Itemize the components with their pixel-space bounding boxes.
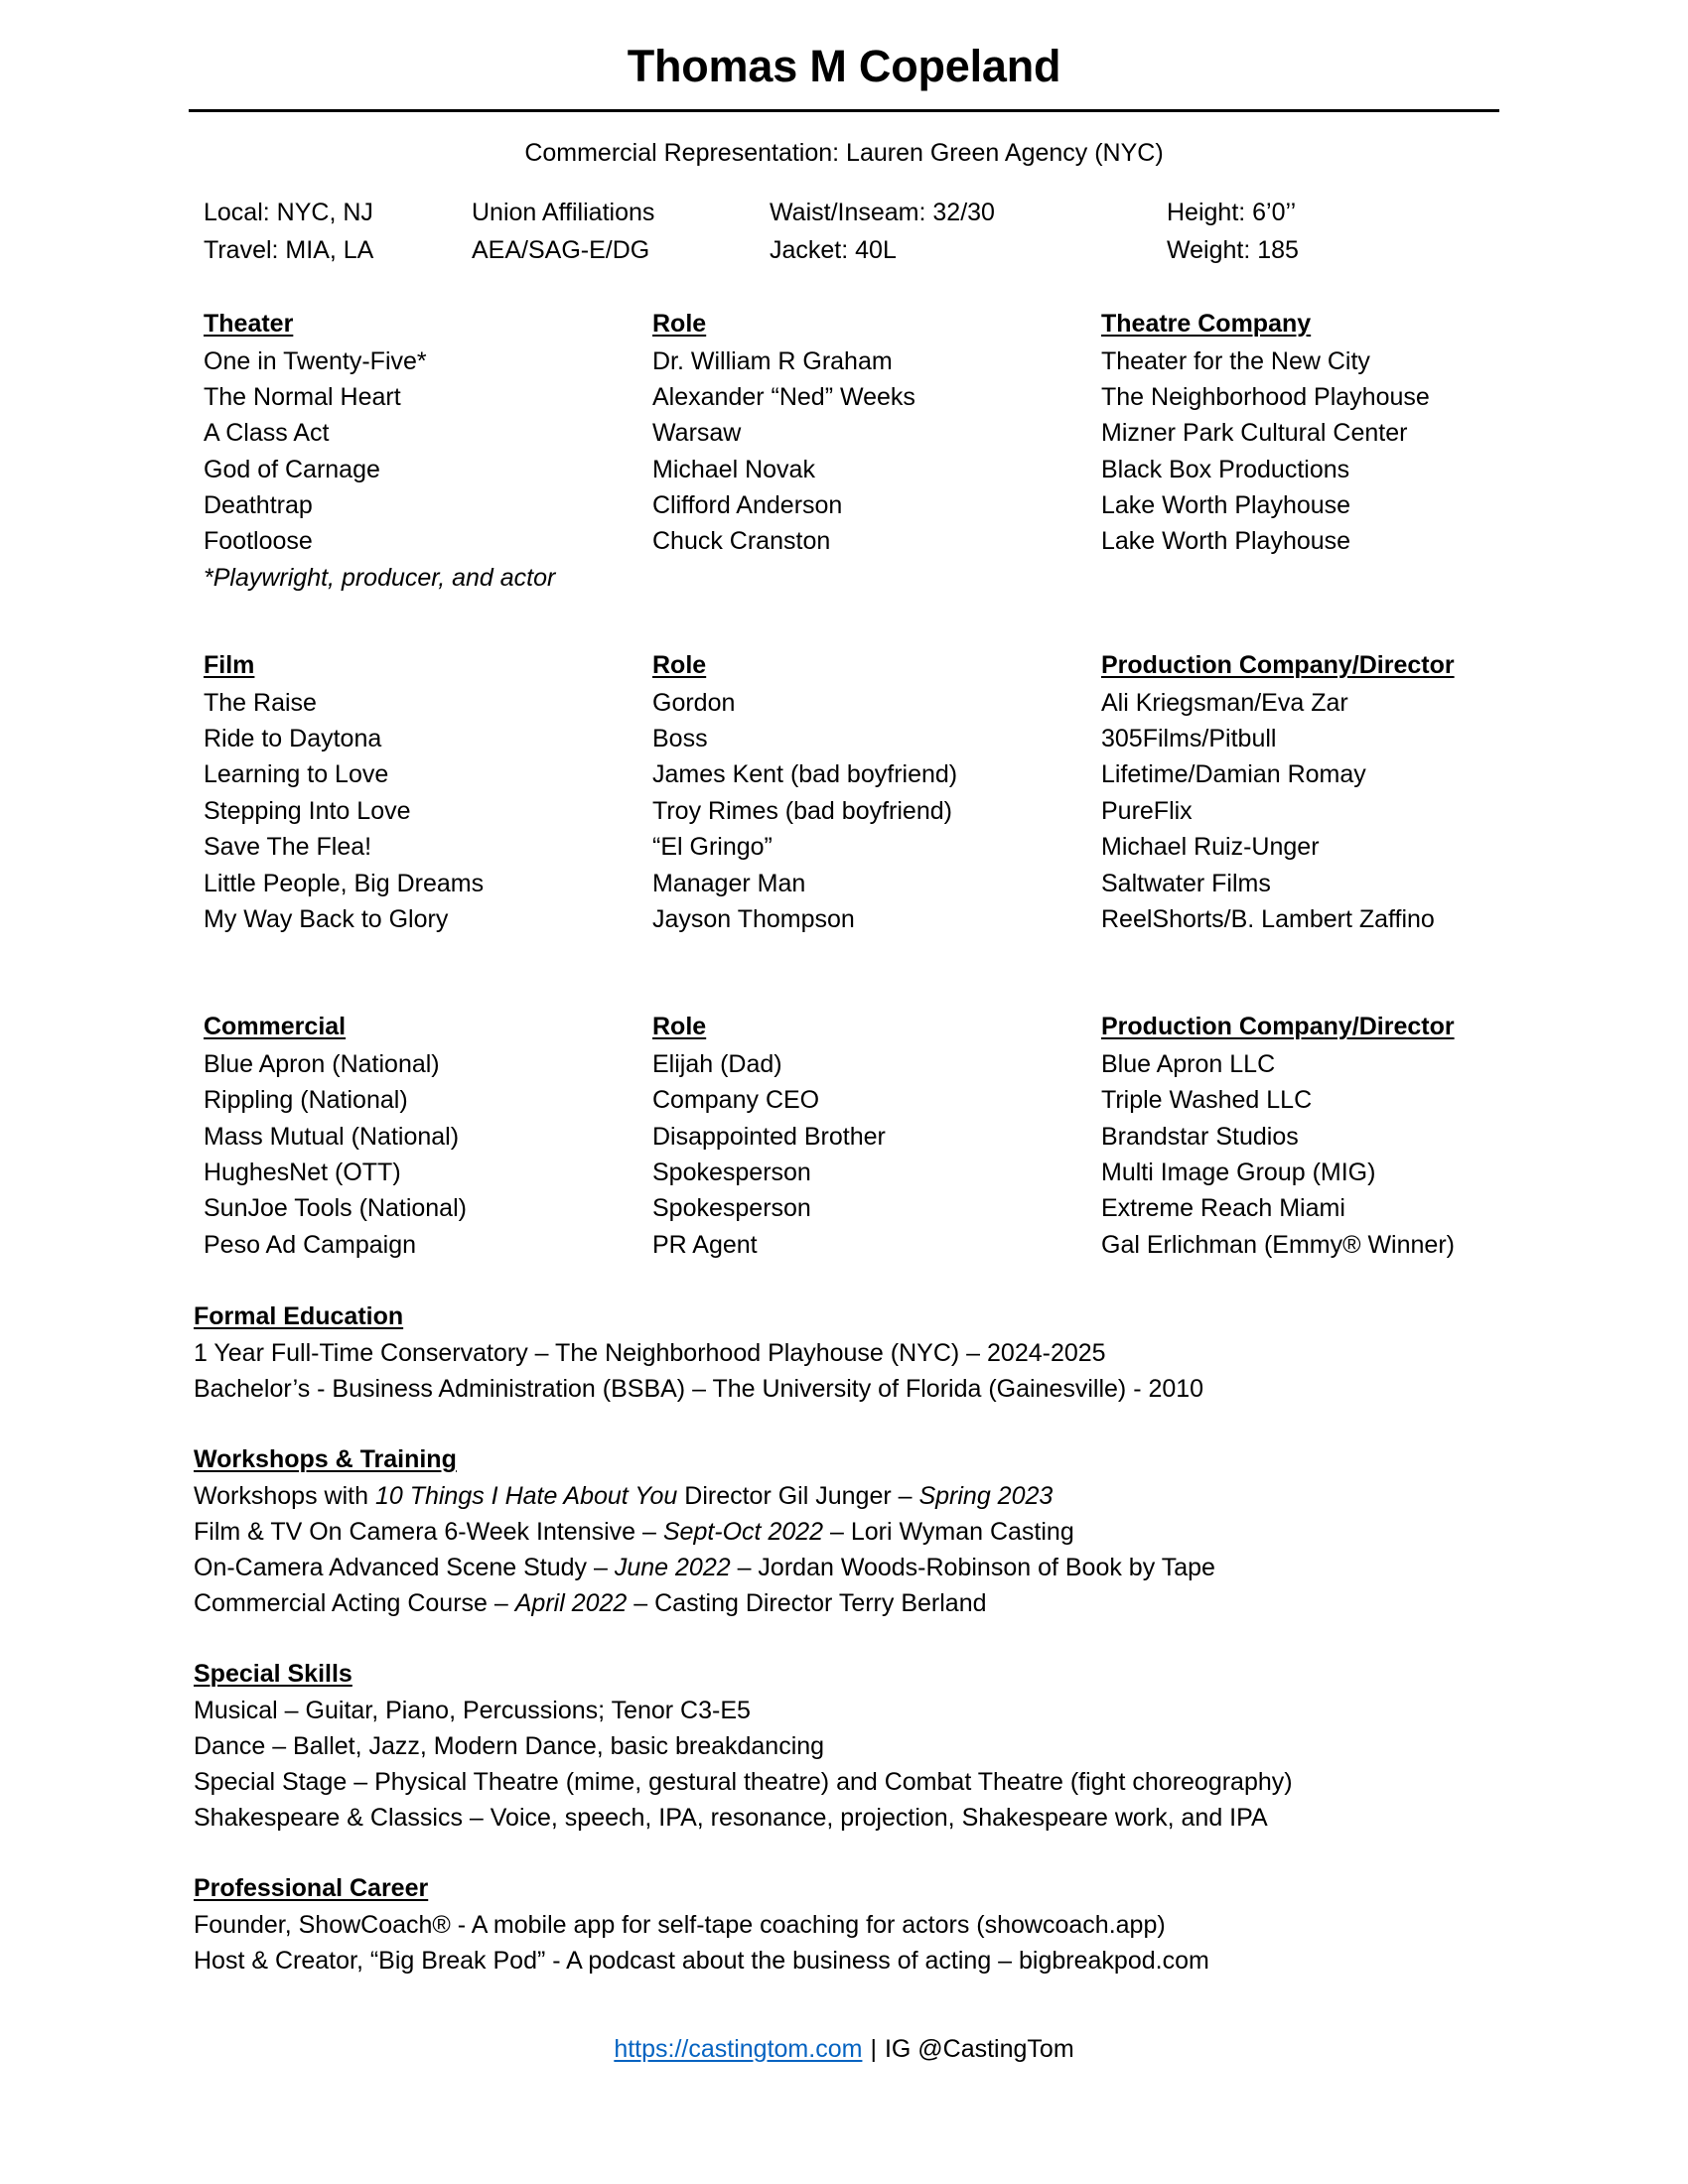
stat-weight: Weight: 185 bbox=[1167, 235, 1299, 264]
credit-company: Michael Ruiz-Unger bbox=[1101, 833, 1320, 862]
education-section bbox=[194, 1302, 1539, 1408]
credit-title: Learning to Love bbox=[204, 760, 389, 789]
table-row bbox=[204, 901, 1539, 937]
table-row bbox=[204, 1227, 1539, 1263]
credit-role: Dr. William R Graham bbox=[652, 346, 893, 375]
theater-header-row bbox=[204, 306, 1539, 343]
skills-section bbox=[194, 1660, 1539, 1837]
workshop-date: June 2022 bbox=[614, 1554, 731, 1581]
workshop-line bbox=[194, 1478, 1539, 1514]
theater-col-header-company: Theatre Company bbox=[1101, 310, 1312, 338]
credit-title: SunJoe Tools (National) bbox=[204, 1194, 467, 1223]
table-row bbox=[204, 721, 1539, 756]
stat-local: Local: NYC, NJ bbox=[204, 198, 373, 226]
section-spacer bbox=[204, 596, 1539, 647]
education-line: Bachelor’s - Business Administration (BSBA) – The University of Florida (Gainesville) - 2010 bbox=[194, 1375, 1204, 1404]
credit-title: My Way Back to Glory bbox=[204, 904, 449, 933]
stat-union-value: AEA/SAG-E/DG bbox=[472, 235, 650, 264]
film-col-header-title: Film bbox=[204, 651, 255, 680]
credit-role: Spokesperson bbox=[652, 1158, 811, 1186]
table-row bbox=[204, 756, 1539, 792]
text-sections bbox=[0, 1302, 1688, 1979]
representation-line: Commercial Representation: Lauren Green Agency (NYC) bbox=[524, 138, 1164, 167]
workshop-text: – Casting Director Terry Berland bbox=[627, 1589, 987, 1618]
table-row bbox=[204, 685, 1539, 721]
credit-title: The Normal Heart bbox=[204, 382, 401, 411]
workshop-date: Sept-Oct 2022 bbox=[662, 1517, 824, 1546]
credit-company: 305Films/Pitbull bbox=[1101, 725, 1277, 752]
workshop-emphasis: 10 Things I Hate About You bbox=[374, 1481, 678, 1510]
credit-role: Disappointed Brother bbox=[652, 1122, 886, 1151]
stat-jacket: Jacket: 40L bbox=[770, 235, 897, 264]
credit-company: Blue Apron LLC bbox=[1101, 1049, 1276, 1078]
website-link[interactable]: https://castingtom.com bbox=[614, 2035, 863, 2063]
credit-role: Warsaw bbox=[652, 419, 742, 448]
page-title: Thomas M Copeland bbox=[627, 41, 1061, 91]
title-divider bbox=[189, 109, 1499, 112]
stat-height: Height: 6’0’’ bbox=[1167, 198, 1297, 226]
workshop-text: Director Gil Junger – bbox=[677, 1481, 919, 1510]
workshop-text: – Lori Wyman Casting bbox=[823, 1517, 1074, 1546]
stat-union-title: Union Affiliations bbox=[472, 198, 655, 226]
workshops-section bbox=[194, 1445, 1539, 1622]
workshop-text: On-Camera Advanced Scene Study – bbox=[194, 1554, 615, 1581]
footer bbox=[0, 2035, 1688, 2064]
workshop-text: Film & TV On Camera 6-Week Intensive – bbox=[194, 1517, 663, 1546]
credit-title: Blue Apron (National) bbox=[204, 1049, 440, 1078]
workshop-text: Workshops with bbox=[194, 1481, 375, 1510]
theater-section bbox=[204, 306, 1539, 596]
credit-role: Alexander “Ned” Weeks bbox=[652, 382, 915, 411]
skills-heading: Special Skills bbox=[194, 1659, 352, 1688]
credit-title: Deathtrap bbox=[204, 491, 313, 519]
credit-title: Footloose bbox=[204, 527, 313, 556]
credit-role: Clifford Anderson bbox=[652, 491, 843, 519]
credit-role: Michael Novak bbox=[652, 455, 815, 483]
credit-title: Save The Flea! bbox=[204, 833, 372, 862]
credit-title: God of Carnage bbox=[204, 455, 380, 483]
credit-role: Jayson Thompson bbox=[652, 904, 855, 933]
credit-role: Boss bbox=[652, 725, 708, 752]
theater-footnote: *Playwright, producer, and actor bbox=[204, 563, 556, 592]
education-heading: Formal Education bbox=[194, 1302, 404, 1330]
career-line: Founder, ShowCoach® - A mobile app for self-tape coaching for actors (showcoach.app) bbox=[194, 1910, 1166, 1939]
credit-title: HughesNet (OTT) bbox=[204, 1158, 401, 1186]
workshop-line bbox=[194, 1550, 1539, 1585]
credit-company: Gal Erlichman (Emmy® Winner) bbox=[1101, 1230, 1455, 1259]
commercial-header-row bbox=[204, 1009, 1539, 1046]
credit-title: A Class Act bbox=[204, 419, 330, 448]
table-row bbox=[204, 1190, 1539, 1226]
credit-title: Peso Ad Campaign bbox=[204, 1230, 417, 1259]
table-row bbox=[204, 415, 1539, 451]
theater-col-header-role: Role bbox=[652, 310, 707, 338]
stats-grid bbox=[0, 198, 1688, 267]
workshop-text: – Jordan Woods-Robinson of Book by Tape bbox=[730, 1554, 1215, 1581]
table-row bbox=[204, 1119, 1539, 1155]
credit-role: Gordon bbox=[652, 688, 736, 717]
credit-title: The Raise bbox=[204, 688, 317, 717]
credit-title: Little People, Big Dreams bbox=[204, 869, 485, 897]
table-row bbox=[204, 866, 1539, 901]
workshop-line bbox=[194, 1585, 1539, 1621]
table-row bbox=[204, 793, 1539, 829]
footer-separator: | bbox=[870, 2035, 877, 2063]
skill-line: Musical – Guitar, Piano, Percussions; Tenor C3-E5 bbox=[194, 1696, 751, 1724]
credit-role: Company CEO bbox=[652, 1086, 820, 1115]
education-line: 1 Year Full-Time Conservatory – The Neighborhood Playhouse (NYC) – 2024-2025 bbox=[194, 1339, 1106, 1367]
credit-company: Mizner Park Cultural Center bbox=[1101, 419, 1408, 448]
workshop-date: Spring 2023 bbox=[918, 1481, 1054, 1510]
credit-company: Lifetime/Damian Romay bbox=[1101, 760, 1366, 789]
credit-title: Stepping Into Love bbox=[204, 796, 411, 825]
credit-role: Spokesperson bbox=[652, 1194, 811, 1223]
table-row bbox=[204, 379, 1539, 415]
credit-company: Black Box Productions bbox=[1101, 455, 1350, 483]
instagram-handle: IG @CastingTom bbox=[884, 2035, 1074, 2063]
credit-company: Triple Washed LLC bbox=[1101, 1086, 1313, 1115]
table-row bbox=[204, 487, 1539, 523]
workshops-heading: Workshops & Training bbox=[194, 1444, 457, 1473]
career-heading: Professional Career bbox=[194, 1873, 429, 1902]
credit-company: Multi Image Group (MIG) bbox=[1101, 1158, 1376, 1186]
credit-company: ReelShorts/B. Lambert Zaffino bbox=[1101, 904, 1435, 933]
skill-line: Special Stage – Physical Theatre (mime, gestural theatre) and Combat Theatre (fight choreography) bbox=[194, 1768, 1293, 1796]
credit-company: Lake Worth Playhouse bbox=[1101, 527, 1351, 556]
table-row bbox=[204, 829, 1539, 865]
stat-travel: Travel: MIA, LA bbox=[204, 235, 374, 264]
table-row bbox=[204, 1046, 1539, 1082]
workshop-line bbox=[194, 1514, 1539, 1550]
credit-role: Troy Rimes (bad boyfriend) bbox=[652, 796, 952, 825]
credit-role: James Kent (bad boyfriend) bbox=[652, 760, 958, 789]
credit-role: PR Agent bbox=[652, 1230, 758, 1259]
credit-company: Saltwater Films bbox=[1101, 869, 1271, 897]
credit-role: Chuck Cranston bbox=[652, 527, 831, 556]
credit-company: Lake Worth Playhouse bbox=[1101, 491, 1351, 519]
credit-title: Rippling (National) bbox=[204, 1086, 408, 1115]
table-row bbox=[204, 1082, 1539, 1118]
commercial-section bbox=[204, 1009, 1539, 1263]
skill-line: Dance – Ballet, Jazz, Modern Dance, basic breakdancing bbox=[194, 1731, 825, 1760]
commercial-col-header-title: Commercial bbox=[204, 1013, 347, 1041]
credit-company: Theater for the New City bbox=[1101, 346, 1370, 375]
film-header-row bbox=[204, 647, 1539, 685]
credit-company: Brandstar Studios bbox=[1101, 1122, 1299, 1151]
stat-waist-inseam: Waist/Inseam: 32/30 bbox=[770, 198, 995, 226]
credit-role: Elijah (Dad) bbox=[652, 1049, 782, 1078]
section-spacer bbox=[204, 937, 1539, 1009]
film-col-header-role: Role bbox=[652, 651, 707, 680]
credit-company: Extreme Reach Miami bbox=[1101, 1194, 1345, 1223]
credit-role: “El Gringo” bbox=[652, 833, 773, 862]
credit-role: Manager Man bbox=[652, 869, 806, 897]
credits-area bbox=[0, 306, 1688, 1263]
film-col-header-company: Production Company/Director bbox=[1101, 651, 1455, 680]
theater-col-header-title: Theater bbox=[204, 310, 294, 338]
film-section bbox=[204, 647, 1539, 937]
credit-title: Mass Mutual (National) bbox=[204, 1122, 460, 1151]
credit-company: The Neighborhood Playhouse bbox=[1101, 382, 1430, 411]
workshop-text: Commercial Acting Course – bbox=[194, 1589, 515, 1618]
table-row bbox=[204, 343, 1539, 379]
career-line: Host & Creator, “Big Break Pod” - A podcast about the business of acting – bigbreakpod.com bbox=[194, 1946, 1209, 1975]
workshop-date: April 2022 bbox=[514, 1589, 628, 1618]
credit-company: PureFlix bbox=[1101, 796, 1193, 825]
career-section bbox=[194, 1874, 1539, 1979]
commercial-col-header-role: Role bbox=[652, 1013, 707, 1041]
table-row bbox=[204, 1155, 1539, 1190]
table-row bbox=[204, 452, 1539, 487]
commercial-col-header-company: Production Company/Director bbox=[1101, 1013, 1455, 1041]
credit-company: Ali Kriegsman/Eva Zar bbox=[1101, 688, 1348, 717]
skill-line: Shakespeare & Classics – Voice, speech, IPA, resonance, projection, Shakespeare work, and IPA bbox=[194, 1804, 1268, 1833]
credit-title: One in Twenty-Five* bbox=[204, 346, 427, 375]
table-row bbox=[204, 523, 1539, 559]
credit-title: Ride to Daytona bbox=[204, 725, 382, 752]
